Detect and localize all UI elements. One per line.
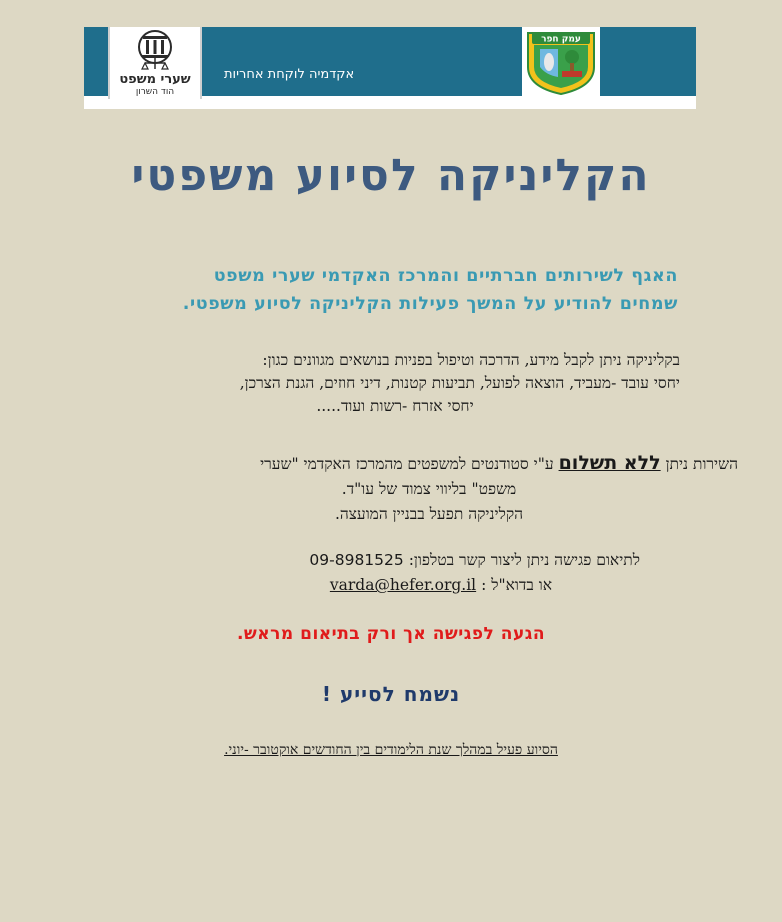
emblem-label: עמק חפר <box>541 34 581 45</box>
courthouse-scales-icon <box>133 27 177 73</box>
email-label: או בדוא"ל : <box>481 576 552 594</box>
topics-line: יחסי אזרח -רשות ועוד..... <box>316 397 474 415</box>
topics-line: בקליניקה ניתן לקבל מידע, הדרכה וטיפול בפניות בנושאים מגוונים כגון: <box>262 351 680 369</box>
appointment-warning: הגעה לפגישה אך ורק בתיאום מראש. <box>236 624 546 644</box>
header-banner <box>84 27 696 109</box>
service-post: ע"י סטודנטים למשפטים מהמרכז האקדמי "שערי <box>260 455 554 473</box>
intro-text <box>100 262 678 318</box>
emek-hefer-emblem <box>522 27 600 96</box>
emek-hefer-emblem-icon <box>522 27 600 96</box>
service-pre: השירות ניתן <box>665 455 738 473</box>
page-title: הקליניקה לסיוע משפטי <box>131 150 651 201</box>
phone-label: לתיאום פגישה ניתן ליצור קשר בטלפון: <box>408 551 640 569</box>
email-line <box>200 573 640 598</box>
intro-line: שמחים להודיע על המשך פעילות הקליניקה לסיוע משפטי. <box>182 294 678 314</box>
intro-line: האגף לשירותים חברתיים והמרכז האקדמי שערי משפט <box>213 266 678 286</box>
phone-number: 09-8981525 <box>309 551 404 569</box>
service-line <box>120 451 738 477</box>
shaarei-mishpat-logo <box>108 27 202 99</box>
phone-line <box>200 548 640 573</box>
contact-block <box>200 548 640 598</box>
logo-name: שערי משפט <box>119 72 191 87</box>
topics-paragraph <box>110 349 680 418</box>
service-line: משפט" בליווי צמוד של עו"ד. <box>341 480 517 498</box>
service-line: הקליניקה תפעל בבניין המועצה. <box>334 505 524 523</box>
footer-note: הסיוע פעיל במהלך שנת הלימודים בין החודשים אוקטובר -יוני. <box>224 742 558 758</box>
logo-subtitle: הוד השרון <box>135 87 175 97</box>
happy-to-help: נשמח לסייע ! <box>321 682 461 706</box>
topics-line: יחסי עובד -מעביד, הוצאה לפועל, תביעות קטנות, דיני חוזים, הגנת הצרכן, <box>239 374 680 392</box>
service-paragraph <box>120 451 738 527</box>
free-of-charge: ללא תשלום <box>558 452 661 474</box>
email-link[interactable]: varda@hefer.org.il <box>329 576 477 594</box>
header-tagline: אקדמיה לוקחת אחריות <box>224 67 355 82</box>
